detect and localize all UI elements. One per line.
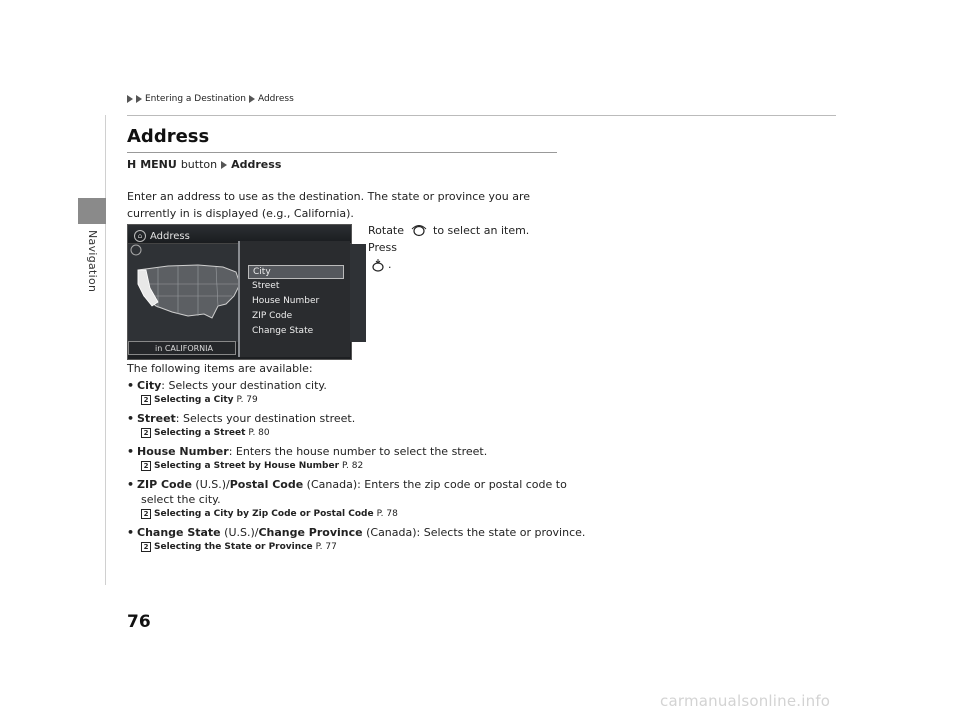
reference-arrow-icon: 2: [141, 461, 151, 471]
interface-dial-press-icon: [371, 258, 385, 272]
desc-house-number: : Enters the house number to select the street.: [228, 445, 488, 458]
menu-path-menu: MENU: [140, 158, 177, 171]
menu-path: [127, 158, 281, 171]
breadcrumb-item[interactable]: Entering a Destination: [145, 94, 246, 104]
margin-rule: [105, 115, 106, 585]
section-label: Navigation: [86, 230, 99, 293]
term-change-province: Change Province: [258, 526, 363, 539]
reference-title[interactable]: Selecting the State or Province: [154, 542, 313, 552]
menu-path-button-word: button: [180, 158, 218, 171]
list-item: • City: Selects your destination city.: [127, 379, 327, 392]
rotate-text-1: Rotate: [368, 224, 405, 237]
items-intro: The following items are available:: [127, 362, 313, 375]
term-street: Street: [137, 412, 176, 425]
rotate-text-2: to select an item. Press: [368, 224, 530, 254]
reference-arrow-icon: 2: [141, 542, 151, 552]
reference-page[interactable]: P. 78: [376, 509, 398, 519]
interface-dial-rotate-icon: [411, 224, 427, 238]
desc-change-state: (Canada): Selects the state or province.: [362, 526, 586, 539]
reference-title[interactable]: Selecting a Street: [154, 428, 246, 438]
screen-item-street[interactable]: Street: [252, 281, 280, 291]
screen-title-text: Address: [150, 230, 190, 242]
screen-location: in CALIFORNIA: [128, 341, 236, 355]
reference-arrow-icon: 2: [141, 395, 151, 405]
term-city: City: [137, 379, 162, 392]
screen-item-city[interactable]: City: [248, 265, 344, 279]
breadcrumb-item[interactable]: Address: [257, 94, 294, 104]
desc-street: : Selects your destination street.: [175, 412, 356, 425]
nav-screen: [127, 224, 352, 360]
desc-state-us: (U.S.)/: [220, 526, 259, 539]
list-item: • Change State (U.S.)/Change Province (Canada): Selects the state or province.: [127, 526, 586, 539]
term-zip-code: ZIP Code: [137, 478, 192, 491]
reference-link[interactable]: [141, 540, 597, 554]
desc-city: : Selects your destination city.: [161, 379, 327, 392]
page-title: Address: [127, 126, 210, 147]
reference-link[interactable]: [141, 393, 597, 407]
term-house-number: House Number: [137, 445, 229, 458]
menu-path-target: Address: [231, 158, 282, 171]
item-list: [127, 378, 597, 558]
watermark: carmanualsonline.info: [660, 692, 831, 710]
reference-page[interactable]: P. 82: [342, 461, 364, 471]
list-item-continued: select the city.: [141, 493, 221, 506]
screen-title: [134, 230, 190, 242]
reference-title[interactable]: Selecting a Street by House Number: [154, 461, 340, 471]
screen-item-house-number[interactable]: House Number: [252, 296, 320, 306]
intro-text: Enter an address to use as the destination. The state or province you are currently in is displayed (e.g., California).: [127, 190, 530, 220]
screen-item-change-state[interactable]: Change State: [252, 326, 314, 336]
breadcrumb-arrow-icon: [136, 95, 142, 103]
reference-arrow-icon: 2: [141, 509, 151, 519]
list-item: • Street: Selects your destination street.: [127, 412, 356, 425]
reference-title[interactable]: Selecting a City: [154, 395, 234, 405]
rotate-text-3: .: [388, 258, 392, 271]
title-rule: [127, 152, 557, 153]
reference-title[interactable]: Selecting a City by Zip Code or Postal Code: [154, 509, 374, 519]
breadcrumb-arrow-icon: [249, 95, 255, 103]
reference-page[interactable]: P. 77: [315, 542, 337, 552]
home-icon: ⌂: [134, 230, 146, 242]
list-item: • House Number: Enters the house number to select the street.: [127, 445, 488, 458]
reference-page[interactable]: P. 79: [236, 395, 258, 405]
header-rule: [127, 115, 836, 116]
path-arrow-icon: [221, 161, 227, 169]
section-tab: [78, 198, 106, 224]
desc-zip-code: (Canada): Enters the zip code or postal code to: [303, 478, 567, 491]
home-h-icon: H: [127, 158, 137, 171]
breadcrumb: [127, 94, 294, 104]
reference-arrow-icon: 2: [141, 428, 151, 438]
term-postal-code: Postal Code: [229, 478, 304, 491]
rotate-instruction: [368, 222, 558, 273]
screen-item-zip-code[interactable]: ZIP Code: [252, 311, 293, 321]
reference-link[interactable]: [141, 459, 597, 473]
reference-link[interactable]: [141, 426, 597, 440]
breadcrumb-arrow-icon: [127, 95, 133, 103]
list-item: • ZIP Code (U.S.)/Postal Code (Canada): Enters the zip code or postal code to: [127, 478, 567, 491]
reference-page[interactable]: P. 80: [248, 428, 270, 438]
reference-link[interactable]: [141, 507, 597, 521]
term-change-state: Change State: [137, 526, 221, 539]
screen-menu: [238, 241, 350, 357]
page-number: 76: [127, 612, 151, 632]
desc-zip-us: (U.S.)/: [191, 478, 230, 491]
